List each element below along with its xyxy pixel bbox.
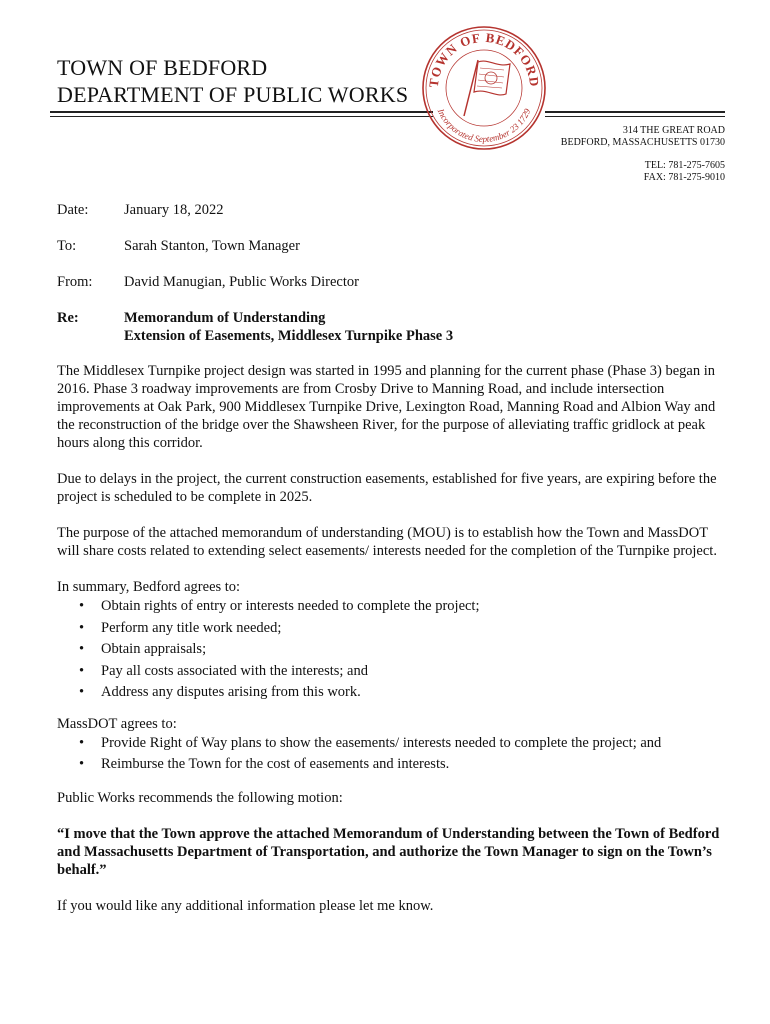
date-value: January 18, 2022 xyxy=(124,202,224,218)
town-seal-icon xyxy=(420,24,548,152)
header-rule xyxy=(545,116,725,117)
seal-top-text: TOWN OF BEDFORD xyxy=(425,29,543,89)
from-label: From: xyxy=(57,274,93,290)
town-name: TOWN OF BEDFORD xyxy=(57,55,268,80)
department-name: DEPARTMENT OF PUBLIC WORKS xyxy=(57,82,409,107)
re-label: Re: xyxy=(57,310,79,326)
memo-body xyxy=(57,362,722,915)
letterhead-title xyxy=(57,54,408,108)
motion-text: “I move that the Town approve the attached Memorandum of Understanding between the Town of Bedford and Massachusetts Department of Transportation, and authorize the Town Manager to sign on the Town’s behalf.” xyxy=(57,825,720,878)
list-item: • Perform any title work needed; xyxy=(57,618,722,640)
list-item: • Address any disputes arising from this work. xyxy=(57,682,722,704)
to-label: To: xyxy=(57,238,77,254)
list-item: • Pay all costs associated with the interests; and xyxy=(57,661,722,683)
paragraph-purpose: The purpose of the attached memorandum of understanding (MOU) is to establish how the Town and MassDOT will share costs related to extending select easements/ interests needed for the completion of the Turnpike project. xyxy=(57,525,717,559)
re-subject-line2: Extension of Easements, Middlesex Turnpike Phase 3 xyxy=(124,328,454,344)
re-subject-line1: Memorandum of Understanding xyxy=(124,310,326,326)
closing-text: If you would like any additional information please let me know. xyxy=(57,897,434,914)
svg-text:TOWN OF BEDFORD xyxy=(426,30,542,88)
bedford-agrees-intro: In summary, Bedford agrees to: xyxy=(57,579,241,595)
recommendation-intro: Public Works recommends the following motion: xyxy=(57,789,343,806)
header-rule xyxy=(50,116,433,117)
street-address: 314 THE GREAT ROAD xyxy=(622,125,725,136)
fax: FAX: 781-275-9010 xyxy=(643,172,725,183)
telephone: TEL: 781-275-7605 xyxy=(644,160,725,171)
date-label: Date: xyxy=(57,202,89,218)
department-address xyxy=(561,125,725,184)
massdot-agrees-intro: MassDOT agrees to: xyxy=(57,715,177,732)
list-item: • Obtain rights of entry or interests needed to complete the project; xyxy=(57,596,722,618)
paragraph-project-background: The Middlesex Turnpike project design was started in 1995 and planning for the current phase (Phase 3) began in 2016. Phase 3 roadway improvements are from Crosby Drive to Manning Road, and include intersection improvements at Oak Park, 900 Middlesex Turnpike Drive, Lexington Road, Manning Road and Albion Way and the reconstruction of the bridge over the Shawsheen River, for the purpose of alleviating traffic gridlock at peak hours along this corridor. xyxy=(57,363,716,451)
list-item: • Provide Right of Way plans to show the easements/ interests needed to complete the project; and xyxy=(57,733,722,755)
from-value: David Manugian, Public Works Director xyxy=(124,274,359,290)
to-value: Sarah Stanton, Town Manager xyxy=(124,238,300,254)
massdot-agrees-list xyxy=(57,733,722,776)
city-state-zip: BEDFORD, MASSACHUSETTS 01730 xyxy=(560,137,725,148)
list-item: • Obtain appraisals; xyxy=(57,639,722,661)
seal-bottom-text: Incorporated September 23 1729 xyxy=(435,107,533,145)
header-rule xyxy=(50,111,433,113)
bedford-agrees-list xyxy=(57,596,722,704)
header-rule xyxy=(545,111,725,113)
list-item: • Reimburse the Town for the cost of easements and interests. xyxy=(57,754,722,776)
paragraph-delays: Due to delays in the project, the current construction easements, established for five years, are expiring before the project is scheduled to be complete in 2025. xyxy=(57,471,717,505)
